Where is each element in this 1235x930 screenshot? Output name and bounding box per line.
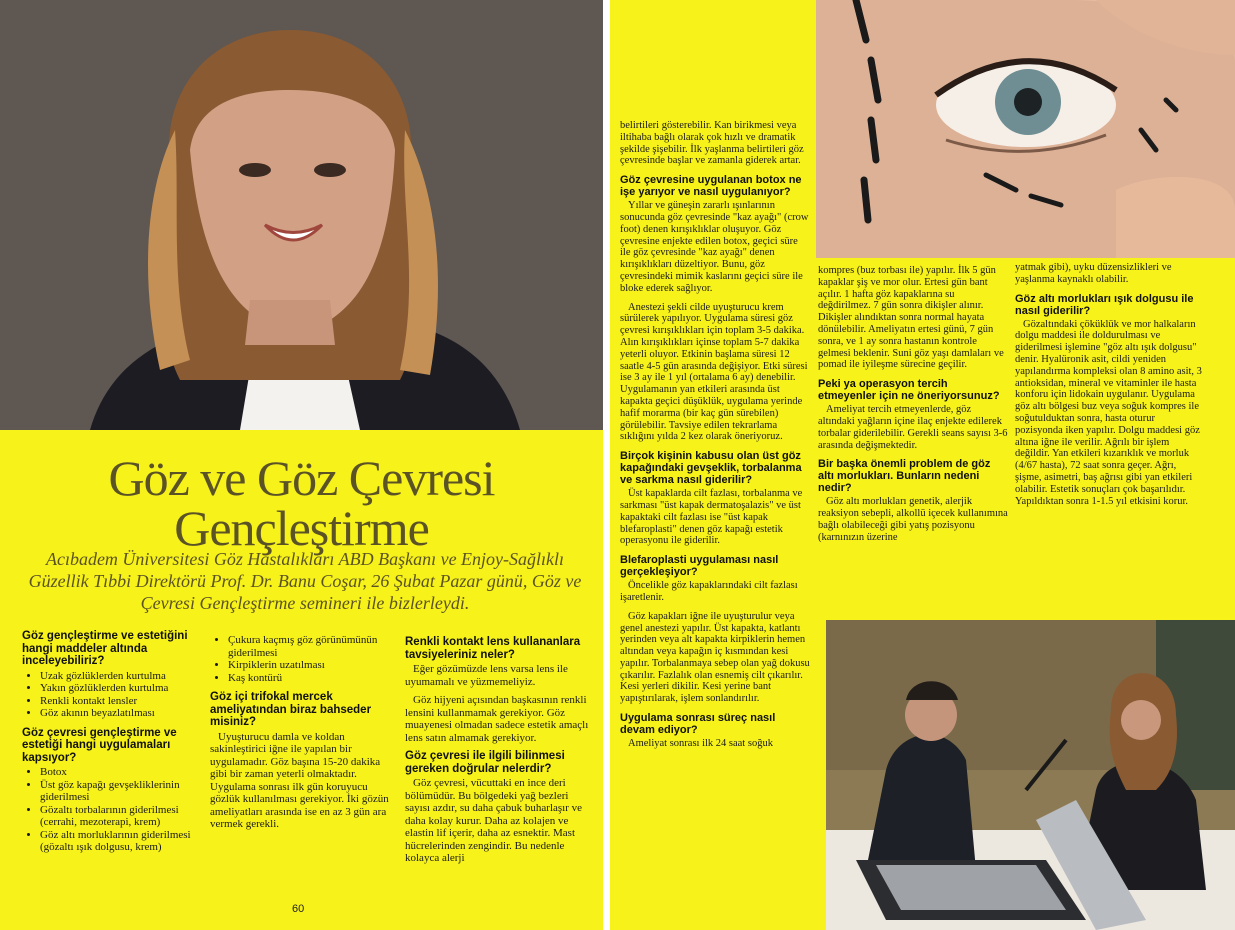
paragraph: Gözaltındaki çöküklük ve mor halkaların dolgu maddesi ile doldurulması ve giderilmesi işlemine "göz altı ışık dolgusu" denir. Hyalüronik asit, cildi yeniden yapılandırma kompleksi olan 8 amino asit, 3 antioksidan, mineral ve vitaminler ile hasta konforu için lidokain uygulanır. Uygulama göz altı bölgesi buz veya soğuk kompres ile soğutulduktan sonra, hasta oturur pozisyonda iken yapılır. Dolgu maddesi göz altına iğne ile verilir. Ağrılı bir işlem değildir. Yan etkileri kızarıklık ve morluk (4/67 hasta), 72 saat sonra geçer. Ağrı, şişme, asimetri, baş ağrısı gibi yan etkileri olabilir. Estetik sonuçları çok başarılıdır. Yapıldıktan sonra 1-1.5 yıl etkisini korur. — [1015, 318, 1202, 507]
paragraph: Göz çevresi, vücuttaki en ince deri bölümüdür. Bu bölgedeki yağ bezleri sayısı azdır, su daha çabuk buharlaşır ve daha kolay kurur. Daha az kolajen ve elastin lif içerir, daha az esnektir. Mast hücrelerinden zengindir. Bu nedenle kolayca alerji — [405, 777, 583, 864]
left-column-1 — [22, 630, 200, 861]
paragraph: Öncelikle göz kapaklarındaki cilt fazlası işaretlenir. — [620, 580, 798, 603]
left-page — [0, 0, 603, 930]
list-item: • Uzak gözlüklerden kurtulma — [40, 670, 200, 683]
list-item: • Göz akının beyazlatılması — [40, 707, 200, 720]
right-column-1 — [620, 120, 810, 757]
list-item: • Kirpiklerin uzatılması — [228, 659, 390, 672]
question-heading: Göz çevresi gençleştirme ve estetiği hangi uygulamaları kapsıyor? — [22, 726, 177, 764]
list-item: • Botox — [40, 766, 200, 779]
list-item: • Göz altı morluklarının giderilmesi (gözaltı ışık dolgusu, krem) — [40, 829, 200, 854]
list-item: • Kaş kontürü — [228, 672, 390, 685]
right-column-2 — [818, 265, 1008, 551]
portrait-photo — [0, 0, 603, 430]
paragraph: Göz altı morlukları genetik, alerjik reaksiyon sebepli, alkollü içecek kullanımına bağlı olabileceği gibi yatış pozisyonu (karnınızın üzerine — [818, 496, 1008, 543]
list-item: • Yakın gözlüklerden kurtulma — [40, 682, 200, 695]
left-column-2 — [210, 634, 390, 837]
question-heading: Göz altı morlukları ışık dolgusu ile nasıl giderilir? — [1015, 292, 1194, 317]
question-heading: Göz içi trifokal mercek ameliyatından biraz bahseder misiniz? — [210, 691, 372, 728]
paragraph: kompres (buz torbası ile) yapılır. İlk 5 gün kapaklar şiş ve mor olur. Ertesi gün bant açılır. 1 hafta göz kapaklarına su değdirilmez. 7 gün sonra dikişler alınır. Dikişler alındıktan sonra normal hayata dönülebilir. Ameliyatın ertesi günü, 7 gün sonra, ve 1 ay sonra hastanın kontrole gelmesi beklenir. Suni göz yaşı damlaları ve pomad ile iyileşme sürecine geçilir. — [818, 265, 1004, 371]
question-heading: Göz çevresine uygulanan botox ne işe yarıyor ve nasıl uygulanıyor? — [620, 174, 802, 199]
paragraph: Göz hijyeni açısından başkasının renkli lensini kullanmamak gerekiyor. Göz muayenesi olmadan sadece estetik amaçlı lens satın almamak gerekiyor. — [405, 694, 589, 744]
bullet-list — [22, 766, 200, 854]
question-heading: Renkli kontakt lens kullananlara tavsiyeleriniz neler? — [405, 636, 581, 661]
question-heading: Bir başka önemli problem de göz altı morlukları. Bunların nedeni nedir? — [818, 458, 991, 495]
question-heading: Birçok kişinin kabusu olan üst göz kapağındaki gevşeklik, torbalanma ve sarkma nasıl giderilir? — [620, 450, 802, 487]
right-page — [610, 0, 1235, 930]
paragraph: Ameliyat tercih etmeyenlerde, göz altındaki yağların içine ilaç enjekte edilerek torbalar giderilebilir. Gerekli seans sayısı 3-6 arasında değişmektedir. — [818, 404, 1008, 451]
paragraph: Göz kapakları iğne ile uyuşturulur veya genel anestezi yapılır. Üst kapakta, katlantı yerinden veya alt kapakta kirpiklerin hemen altından veya kapağın iç kısmından kesi yapılır. Torbalanmaya sebep olan yağ dokusu çıkarılır. Fazlalık olan esnemiş cilt çıkarılır. Kesi yerleri dikilir. Kesi yerine bant yapıştırılarak, işlem sonlandırılır. — [620, 610, 810, 705]
question-heading: Peki ya operasyon tercih etmeyenler için ne öneriyorsunuz? — [818, 378, 1000, 403]
list-item: • Üst göz kapağı gevşekliklerinin giderilmesi — [40, 779, 200, 804]
portrait-illustration — [0, 0, 603, 430]
bullet-list — [22, 670, 200, 720]
article-title-line1: Göz ve Göz Çevresi — [108, 450, 495, 506]
list-item: • Renkli kontakt lensler — [40, 695, 200, 708]
paragraph: Ameliyat sonrası ilk 24 saat soğuk — [628, 738, 773, 750]
paragraph: Anestezi şekli cilde uyuşturucu krem sürülerek yapılıyor. Uygulama süresi göz çevresi kırışıklıkları için toplam 3-5 dakika. Alın kırışıklıkları içinse toplam 5-7 dakika yeterli oluyor. Etkinin başlama süresi 12 saatle 4-5 gün arasında değişiyor. Etki süresi ise 3 ay ile 1 yıl (ortalama 6 ay) denebilir. Uygulamanın yan etkileri arasında üst kapakta geçici düşüklük, uygulama yerinde hafif morarma (bir kaç gün sürebilen) görülebilir. Tavsiye edilen tekrarlama sıklığını yılda 2 kez olarak öneriyoruz. — [620, 301, 808, 443]
question-heading: Göz çevresi ile ilgili bilinmesi gereken doğrular nelerdir? — [405, 750, 565, 775]
paragraph: Üst kapaklarda cilt fazlası, torbalanma ve sarkması "üst kapak dermatoşalazis" ve üst kapaktaki cilt fazlası ise "üst kapak blefaroplasti" denen göz kapağı estetik operasyonu ile giderilir. — [620, 488, 803, 547]
question-heading: Blefaroplasti uygulaması nasıl gerçekleşiyor? — [620, 554, 779, 579]
seminar-photo — [826, 620, 1235, 930]
paragraph: yatmak gibi), uyku düzensizlikleri ve yaşlanma kaynaklı olabilir. — [1015, 262, 1172, 285]
list-item: • Çukura kaçmış göz görünümünün giderilmesi — [228, 634, 390, 659]
paragraph: Eğer gözümüzde lens varsa lens ile uyumamalı ve yüzmemeliyiz. — [405, 663, 568, 688]
article-subtitle: Acıbadem Üniversitesi Göz Hastalıkları ABD Başkanı ve Enjoy-Sağlıklı Güzellik Tıbbi Direktörü Prof. Dr. Banu Coşar, 26 Şubat Pazar günü, Göz ve Çevresi Gençleştirme semineri ile bizlerleydi. — [28, 549, 582, 613]
paragraph: belirtileri gösterebilir. Kan birikmesi veya iltihaba bağlı olarak çok hızlı ve dramatik şekilde şişebilir. İlk yaşlanma belirtileri göz çevresinde başlar ve zamanla giderek artar. — [620, 120, 804, 167]
paragraph: Yıllar ve güneşin zararlı ışınlarının sonucunda göz çevresinde "kaz ayağı" (crow foot) denen kırışıklıklar oluşuyor. Göz çevresine enjekte edilen botox, geçici süre ile göz çevresinde "kaz ayağı" denen kırışıklıkları düzeltiyor. Bunu, göz çevresindeki mimik kaslarını geçici süre ile bloke ederek sağlıyor. — [620, 200, 809, 294]
eye-closeup-photo — [816, 0, 1235, 258]
article-title-line2: Gençleştirme — [174, 500, 429, 556]
list-item: • Gözaltı torbalarının giderilmesi (cerrahi, mezoterapi, krem) — [40, 804, 200, 829]
question-heading: Göz gençleştirme ve estetiğini hangi maddeler altında inceleyebiliriz? — [22, 630, 188, 667]
bullet-list — [210, 634, 390, 684]
seminar-illustration — [826, 620, 1235, 930]
paragraph: Uyuşturucu damla ve koldan sakinleştirici iğne ile yapılan bir uygulamadır. Göz başına 15-20 dakika gibi bir zaman yeterli olmaktadır. Uygulama sonrası ilk gün koruyucu gözlük kullanılması gerekiyor. İki gözün ameliyatları arasında ise en az 3 gün ara vermek gerekli. — [210, 730, 389, 830]
right-column-3 — [1015, 262, 1205, 514]
page-gutter — [603, 0, 610, 930]
question-heading: Uygulama sonrası süreç nasıl devam ediyor? — [620, 712, 776, 737]
eye-illustration — [816, 0, 1235, 258]
left-column-3 — [405, 636, 590, 871]
page-number: 60 — [292, 903, 305, 915]
